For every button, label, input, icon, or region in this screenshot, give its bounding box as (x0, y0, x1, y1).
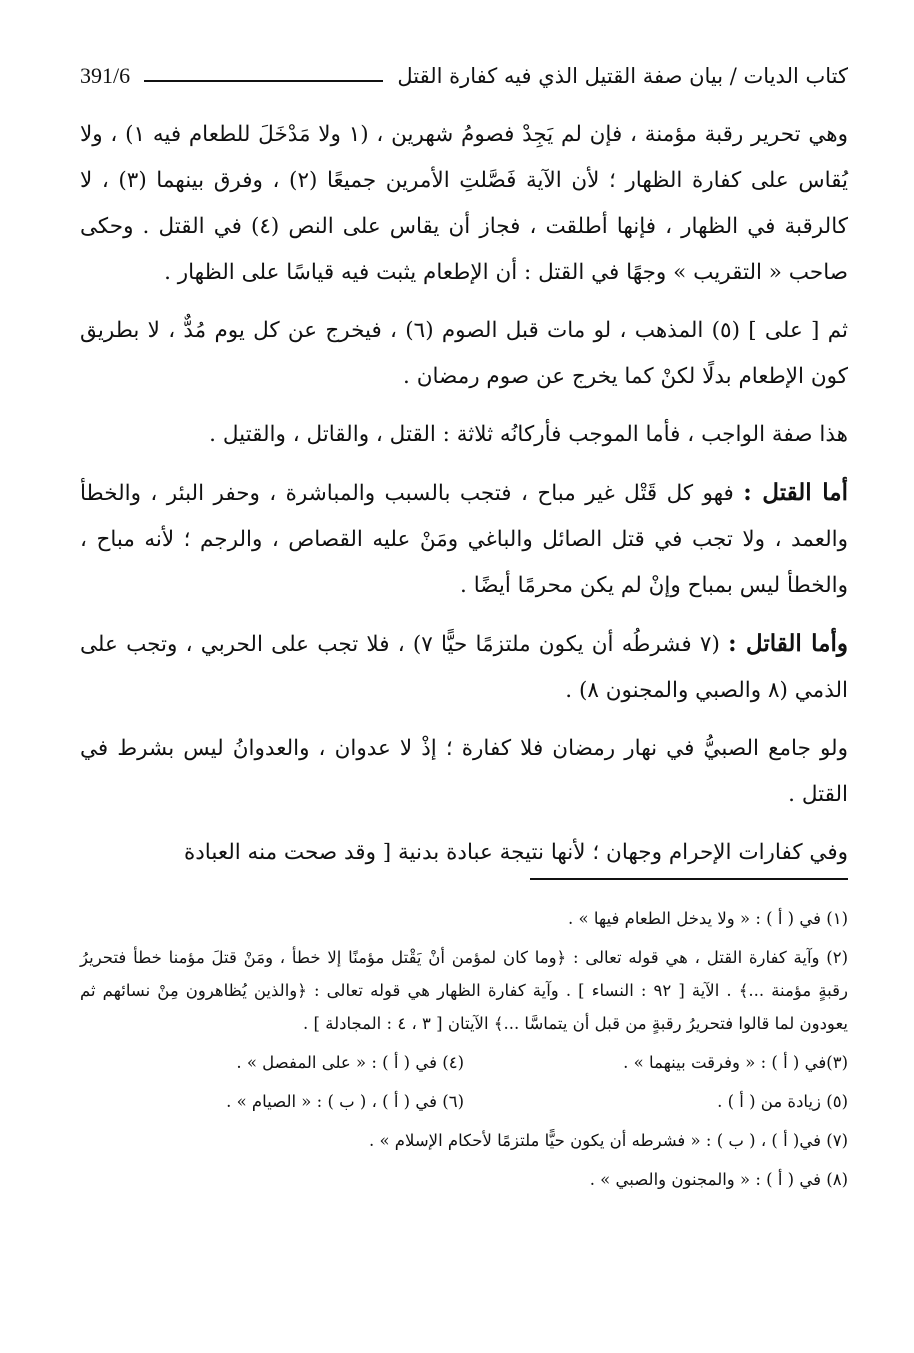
footnote-4: (٤) في ( أ ) : « على المفصل » . (236, 1053, 464, 1072)
header-title: كتاب الديات / بيان صفة القتيل الذي فيه كفارة القتل (397, 64, 848, 88)
paragraph-3: هذا صفة الواجب ، فأما الموجب فأركانُه ثلاثة : القتل ، والقاتل ، والقتيل . (209, 422, 848, 447)
footnotes (80, 902, 848, 1202)
footnote-3: (٣)في ( أ ) : « وفرقت بينهما » . (623, 1053, 848, 1072)
footnote-separator (530, 878, 848, 880)
paragraph-2: ثم [ على ] (٥) المذهب ، لو مات قبل الصوم (٦) ، فيخرج عن كل يوم مُدٌّ ، لا بطريق كون الإطعام بدلًا لكنْ كما يخرج عن صوم رمضان . (80, 318, 848, 389)
paragraph-7: وفي كفارات الإحرام وجهان ؛ لأنها نتيجة عبادة بدنية [ وقد صحت منه العبادة (183, 840, 848, 865)
footnote-8: (٨) في ( أ ) : « والمجنون والصبي » . (589, 1170, 848, 1189)
footnote-2: (٢) وآية كفارة القتل ، هي قوله تعالى : ﴿وما كان لمؤمن أنْ يَقْتل مؤمنًا إلا خطأ ، ومَنْ قتلَ مؤمنا خطأ فتحريرُ رقبةٍ مؤمنة ...﴾ . الآية [ ٩٢ : النساء ] . وآية كفارة الظهار هي قوله تعالى : ﴿والذين يُظاهرون مِنْ نسائهم ثم يعودون لما قالوا فتحريرُ رقبةٍ من قبل أن يتماسَّا ...﴾ الآيتان [ ٣ ، ٤ : المجادلة ] . (80, 948, 848, 1033)
footnote-6: (٦) في ( أ ) ، ( ب ) : « الصيام » . (226, 1092, 464, 1111)
paragraph-6: ولو جامع الصبيُّ في نهار رمضان فلا كفارة ؛ إذْ لا عدوان ، والعدوانُ ليس بشرط في القتل . (80, 736, 848, 807)
header-rule (144, 80, 383, 82)
footnote-row-5-6 (80, 1085, 848, 1118)
footnote-5: (٥) زيادة من ( أ ) . (717, 1092, 848, 1111)
footnote-1: (١) في ( أ ) : « ولا يدخل الطعام فيها » . (568, 909, 848, 928)
footnote-7: (٧) في( أ ) ، ( ب ) : « فشرطه أن يكون حيًّا ملتزمًا لأحكام الإسلام » . (368, 1131, 848, 1150)
qatl-text: فهو كل قَتْل غير مباح ، فتجب بالسبب والمباشرة ، وحفر البئر ، والخطأ والعمد ، ولا تجب في قتل الصائل والباغي ومَنْ عليه القصاص ، والرجم ؛ لأنه مباح ، والخطأ ليس بمباح وإنْ لم يكن محرمًا أيضًا . (80, 481, 848, 598)
qatil-text: (٧ فشرطُه أن يكون ملتزمًا حيًّا ٧) ، فلا تجب على الحربي ، وتجب على الذمي (٨ والصبي والمجنون ٨) . (80, 632, 848, 703)
paragraph-1: وهي تحرير رقبة مؤمنة ، فإن لم يَجِدْ فصومُ شهرين ، (١ ولا مَدْخَلَ للطعام فيه ١) ، ولا يُقاس على كفارة الظهار ؛ لأن الآية فَصَّلتِ الأمرين جميعًا (٢) ، وفرق بينهما (٣) ، لا كالرقبة في الظهار ، فإنها أطلقت ، فجاز أن يقاس على النص (٤) في القتل . وحكى صاحب « التقريب » وجهًا في القتل : أن الإطعام يثبت فيه قياسًا على الظهار . (80, 122, 849, 285)
paragraph-qatil (80, 621, 848, 714)
footnote-row-3-4 (80, 1046, 848, 1079)
qatil-heading: وأما القاتل : (728, 630, 848, 657)
paragraph-qatl (80, 470, 848, 609)
main-text (80, 112, 848, 888)
qatl-heading: أما القتل : (743, 479, 848, 506)
running-header (80, 56, 848, 96)
page-number: 391/6 (80, 63, 131, 88)
